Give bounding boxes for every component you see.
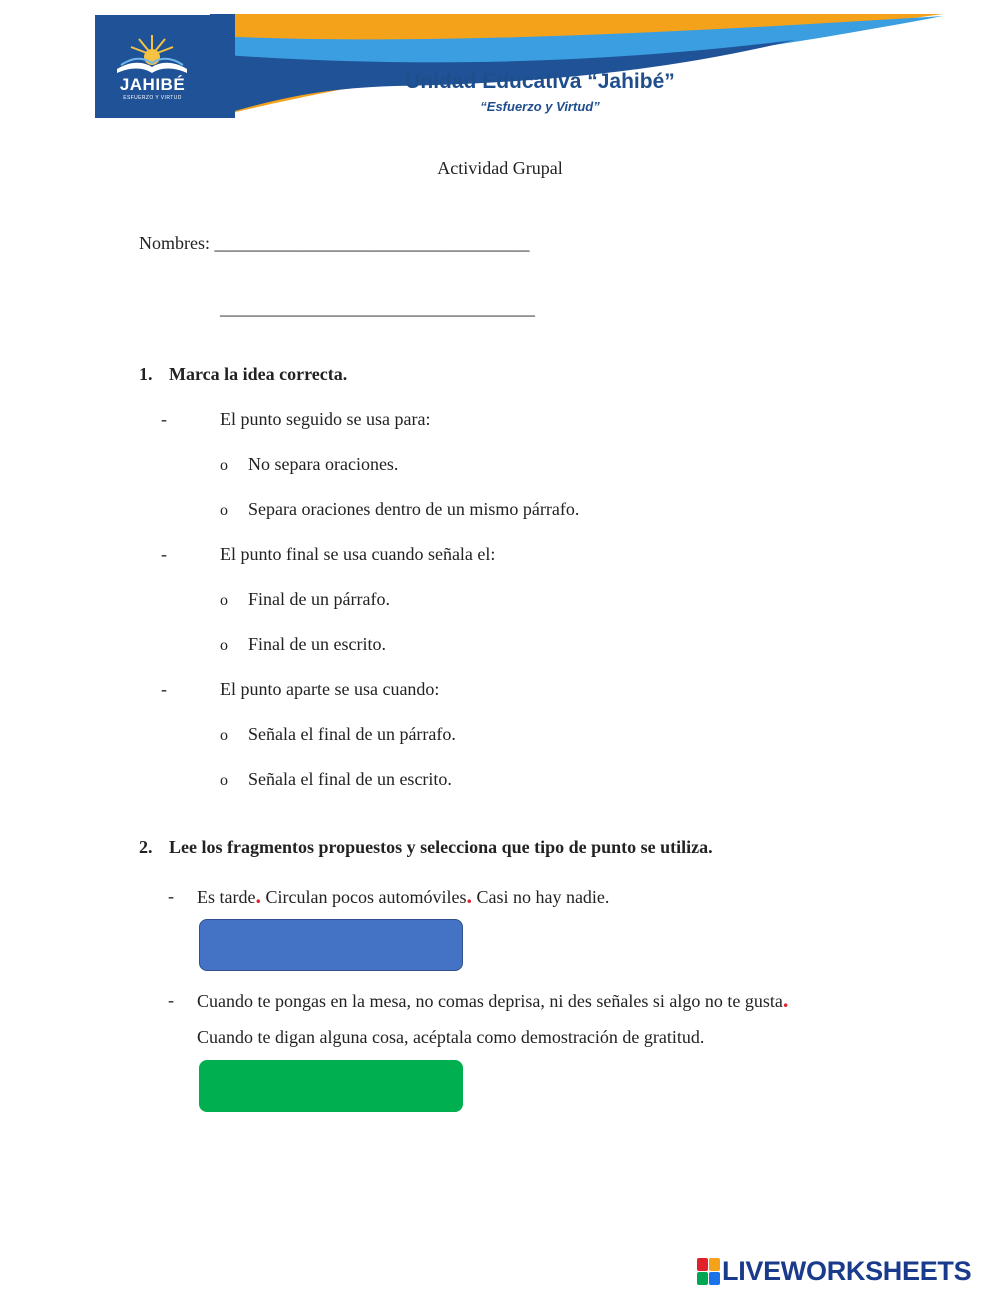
item1-prompt: El punto seguido se usa para: [220, 409, 431, 429]
section2-heading: Lee los fragmentos propuestos y selecciona que tipo de punto se utiliza. [169, 837, 713, 857]
item2-prompt: El punto final se usa cuando señala el: [220, 544, 496, 564]
school-logo [95, 15, 210, 118]
red-dot: . [782, 987, 789, 1012]
school-motto: “Esfuerzo y Virtud” [480, 99, 600, 114]
option-circle-icon[interactable]: o [220, 502, 228, 519]
liveworksheets-text: LIVEWORKSHEETS [722, 1255, 972, 1286]
item3-option1[interactable]: Señala el final de un párrafo. [248, 724, 456, 744]
item2-option1[interactable]: Final de un párrafo. [248, 589, 390, 609]
section1-heading: Marca la idea correcta. [169, 364, 348, 384]
names-label: Nombres: [139, 233, 210, 253]
names-line-2: ___________________________________ [220, 298, 535, 318]
item2-option2[interactable]: Final de un escrito. [248, 634, 386, 654]
option-circle-icon[interactable]: o [220, 637, 228, 654]
names-row [139, 232, 530, 254]
section1-number: 1. [139, 364, 153, 384]
fragment2-line1: Cuando te pongas en la mesa, no comas deprisa, ni des señales si algo no te gusta. [197, 987, 789, 1012]
fragment2-line2: Cuando te digan alguna cosa, acéptala como demostración de gratitud. [197, 1027, 705, 1047]
fragment2-dash: - [168, 990, 174, 1010]
names-line: ___________________________________ [214, 233, 530, 253]
red-dot: . [466, 883, 472, 908]
page-title: Actividad Grupal [437, 158, 563, 178]
option-circle-icon[interactable]: o [220, 457, 228, 474]
section2-number: 2. [139, 837, 153, 857]
option-circle-icon[interactable]: o [220, 592, 228, 609]
item1-option1[interactable]: No separa oraciones. [248, 454, 399, 474]
school-name: Unidad Educativa “Jahibé” [405, 70, 675, 93]
liveworksheets-logo[interactable] [697, 1257, 971, 1285]
logo-text: JAHIBÉ [119, 75, 186, 94]
answer-dropdown-1[interactable] [199, 919, 463, 971]
answer-dropdown-2[interactable] [199, 1060, 463, 1112]
option-circle-icon[interactable]: o [220, 772, 228, 789]
item1-dash: - [161, 409, 167, 429]
logo-motto: ESFUERZO Y VIRTUD [123, 95, 182, 101]
option-circle-icon[interactable]: o [220, 727, 228, 744]
item3-option2[interactable]: Señala el final de un escrito. [248, 769, 452, 789]
item3-dash: - [161, 679, 167, 699]
open-book-sun-icon [95, 15, 210, 75]
item3-prompt: El punto aparte se usa cuando: [220, 679, 440, 699]
item1-option2[interactable]: Separa oraciones dentro de un mismo párrafo. [248, 499, 580, 519]
item2-dash: - [161, 544, 167, 564]
liveworksheets-icon [697, 1258, 719, 1284]
fragment1-text: Es tarde. Circulan pocos automóviles. Casi no hay nadie. [197, 883, 610, 908]
red-dot: . [255, 883, 261, 908]
fragment1-dash: - [168, 886, 174, 906]
